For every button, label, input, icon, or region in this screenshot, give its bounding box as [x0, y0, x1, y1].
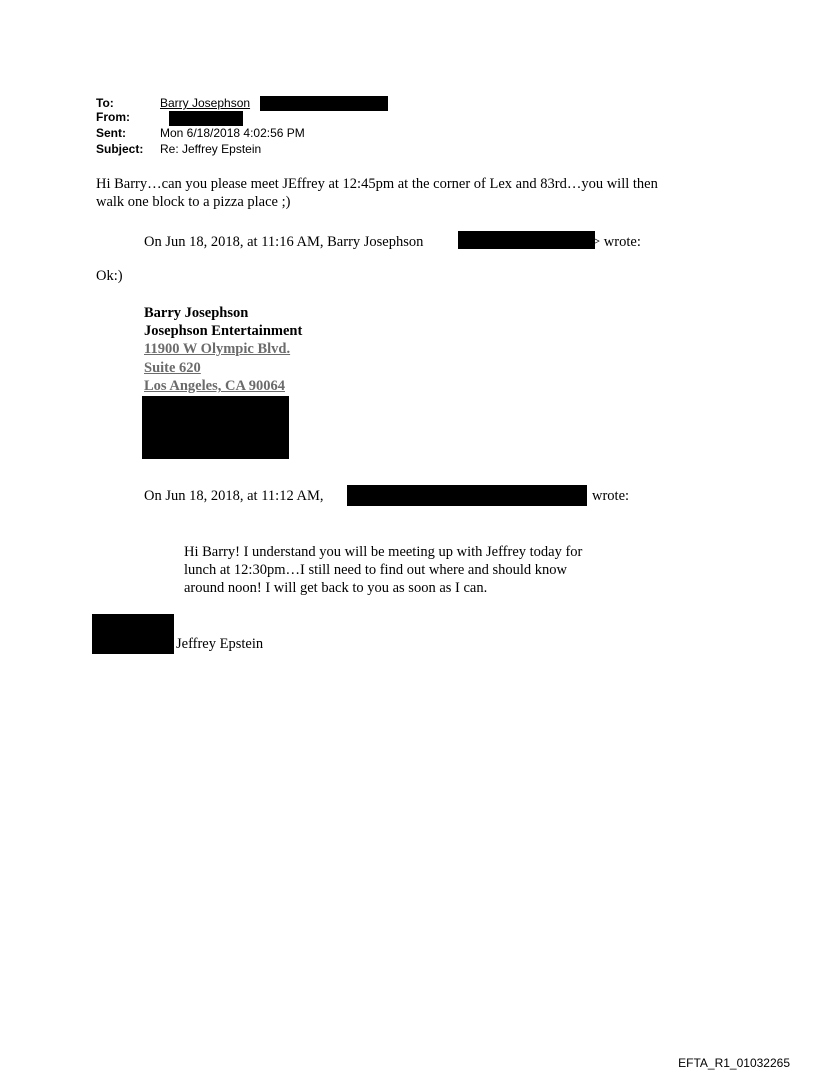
address-link-street[interactable]: 11900 W Olympic Blvd. — [144, 341, 291, 357]
inner-line-3: around noon! I will get back to you as soon as I can. — [184, 580, 488, 596]
address-link-city[interactable]: Los Angeles, CA 90064 — [144, 378, 285, 394]
redaction-closing — [92, 614, 174, 654]
closing-name: Jeffrey Epstein — [176, 636, 264, 652]
subject-label: Subject: — [96, 142, 144, 156]
signature-name: Barry Josephson — [144, 305, 249, 321]
message-line-2: walk one block to a pizza place ;) — [96, 194, 291, 210]
quote1-intro: On Jun 18, 2018, at 11:16 AM, Barry Josephson — [144, 234, 424, 250]
signature-company: Josephson Entertainment — [144, 323, 303, 339]
redaction-from — [169, 111, 243, 126]
address-link-suite[interactable]: Suite 620 — [144, 360, 201, 376]
from-label: From: — [96, 110, 130, 124]
subject-value: Re: Jeffrey Epstein — [160, 142, 262, 156]
message-line-1: Hi Barry…can you please meet JEffrey at 12:45pm at the corner of Lex and 83rd…you will then — [96, 176, 658, 192]
inner-line-1: Hi Barry! I understand you will be meeting up with Jeffrey today for — [184, 544, 583, 560]
quote2-wrote: wrote: — [592, 488, 630, 504]
sent-label: Sent: — [96, 126, 126, 140]
to-value: Barry Josephson — [160, 96, 251, 110]
reply-text: Ok:) — [96, 268, 123, 284]
document-id: EFTA_R1_01032265 — [678, 1056, 790, 1070]
to-label: To: — [96, 96, 114, 110]
quote2-intro: On Jun 18, 2018, at 11:12 AM, — [144, 488, 324, 504]
inner-line-2: lunch at 12:30pm…I still need to find out where and should know — [184, 562, 567, 578]
redaction-quote2-sender — [347, 485, 587, 506]
sent-value: Mon 6/18/2018 4:02:56 PM — [160, 126, 305, 140]
redaction-to-email — [260, 96, 388, 111]
redaction-signature-block — [142, 396, 289, 459]
quote1-wrote: > wrote: — [592, 234, 641, 250]
redaction-quote1-email — [458, 231, 595, 249]
